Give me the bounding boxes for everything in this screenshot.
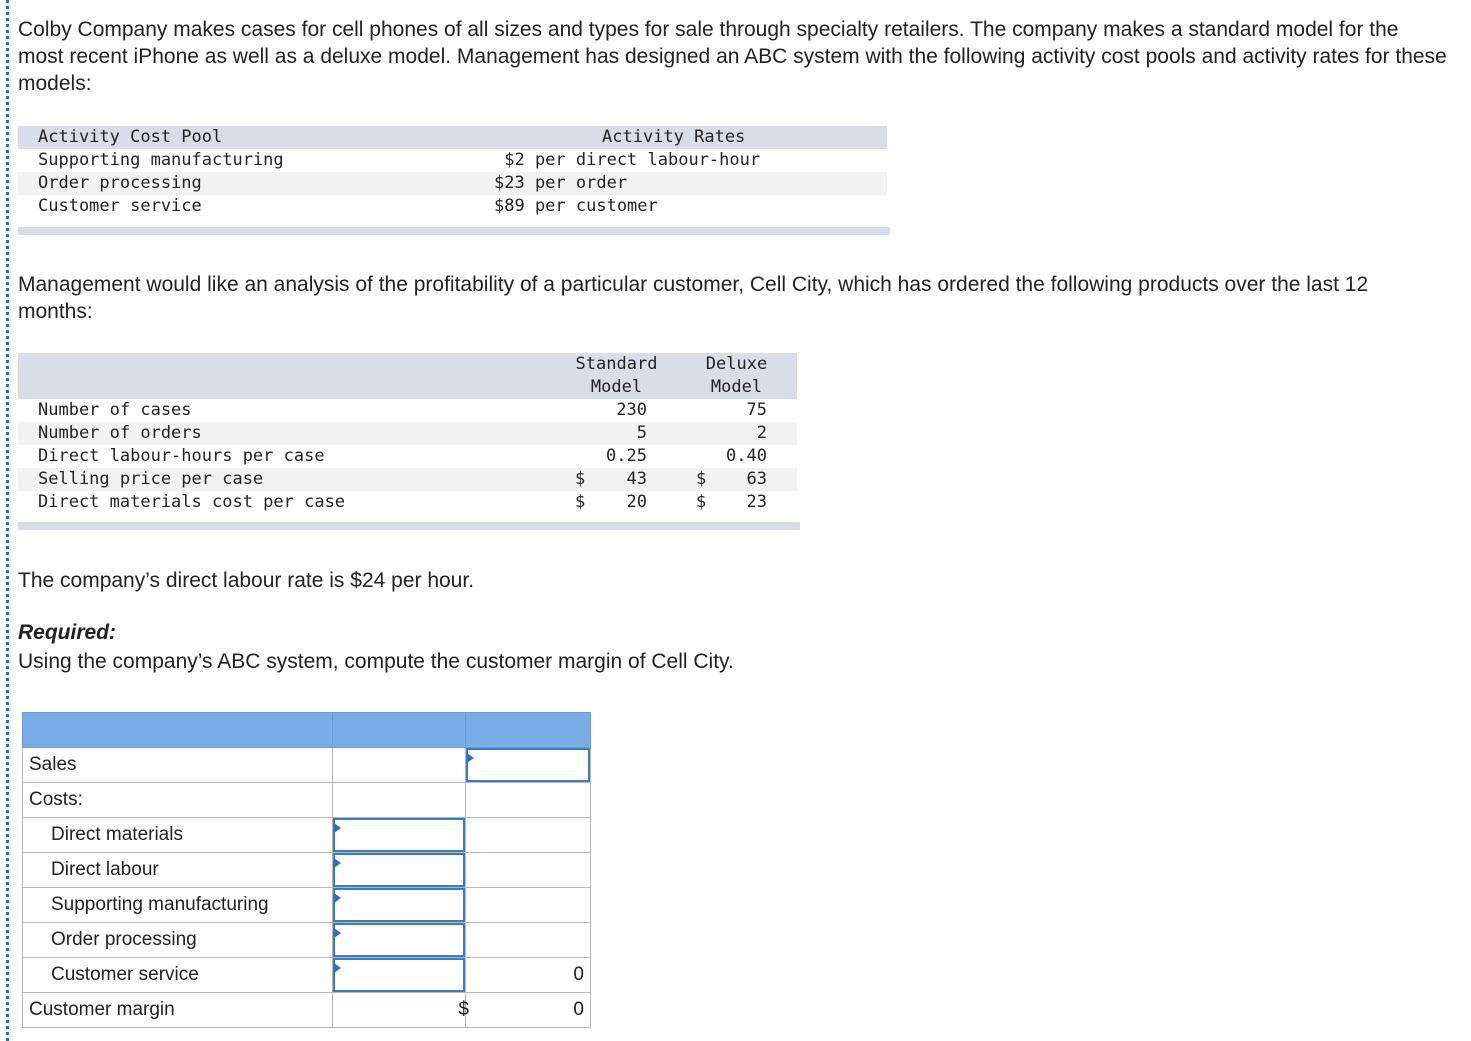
table-row (23, 888, 591, 923)
header-deluxe-line1: Deluxe (705, 354, 768, 374)
empty-cell (466, 888, 591, 923)
customer-service-cell (333, 958, 466, 993)
pool-rate: $89 per customer (494, 196, 658, 216)
direct-materials-label: Direct materials (23, 818, 333, 853)
table-row (23, 958, 591, 993)
header-standard-model (558, 353, 675, 399)
supporting-manufacturing-cell (333, 888, 466, 923)
order-processing-input[interactable] (333, 923, 465, 957)
standard-currency: $ (575, 469, 586, 489)
table-row (23, 923, 591, 958)
header-deluxe-model (678, 353, 795, 399)
table-row (18, 172, 887, 195)
table-row (23, 993, 591, 1028)
table-row (18, 195, 887, 218)
standard-value: 20 (626, 492, 647, 512)
deluxe-value: 63 (746, 469, 767, 489)
empty-cell (333, 748, 466, 783)
order-processing-label: Order processing (23, 923, 333, 958)
left-dotted-rule (6, 0, 9, 1041)
customer-paragraph: Management would like an analysis of the profitability of a particular customer, Cell City, which has ordered the following products over the last 12 months: (18, 273, 1369, 323)
total-costs-value: 0 (573, 964, 584, 985)
header-standard-line1: Standard (575, 354, 658, 374)
header-cell (333, 713, 466, 748)
standard-value: 230 (616, 400, 647, 420)
supporting-manufacturing-label: Supporting manufacturing (23, 888, 333, 923)
margin-value-cell (466, 993, 591, 1028)
table-divider (18, 227, 890, 235)
header-standard-line2: Model (590, 377, 643, 397)
table-row (18, 445, 797, 468)
order-processing-cell (333, 923, 466, 958)
products-table-header (18, 353, 797, 399)
deluxe-value: 23 (746, 492, 767, 512)
products-table (18, 353, 797, 514)
table-row (18, 149, 887, 172)
pool-name: Order processing (38, 173, 202, 193)
empty-cell (466, 818, 591, 853)
customer-service-label: Customer service (23, 958, 333, 993)
deluxe-currency: $ (696, 469, 707, 489)
answer-table-header (23, 713, 591, 748)
pool-rate: $2 per direct labour-hour (494, 150, 761, 170)
pool-rate: $23 per order (494, 173, 628, 193)
direct-materials-input[interactable] (333, 818, 465, 852)
standard-value: 5 (636, 423, 647, 443)
header-activity-cost-pool: Activity Cost Pool (38, 127, 223, 147)
deluxe-value: 0.40 (726, 446, 767, 466)
deluxe-value: 2 (756, 423, 767, 443)
header-activity-rates: Activity Rates (602, 127, 746, 147)
standard-currency: $ (575, 492, 586, 512)
row-label: Selling price per case (38, 469, 264, 489)
supporting-manufacturing-input[interactable] (333, 888, 465, 922)
direct-labour-input[interactable] (333, 853, 465, 887)
table-row (18, 422, 797, 445)
empty-cell (466, 853, 591, 888)
sales-input[interactable] (466, 748, 590, 782)
empty-cell (333, 783, 466, 818)
required-text: Using the company’s ABC system, compute the customer margin of Cell City. (18, 650, 734, 673)
activity-table-header (18, 126, 887, 149)
row-label: Number of orders (38, 423, 202, 443)
table-row (23, 783, 591, 818)
direct-labour-cell (333, 853, 466, 888)
table-row (18, 491, 797, 514)
intro-paragraph: Colby Company makes cases for cell phones of all sizes and types for sale through specialty retailers. The company makes a standard model for the most recent iPhone as well as a deluxe model. Management has designed an ABC system with the following activity cost pools and activity rates for these models: (18, 18, 1447, 95)
total-costs-cell (466, 958, 591, 993)
standard-value: 43 (626, 469, 647, 489)
margin-currency: $ (458, 999, 469, 1020)
pool-name: Supporting manufacturing (38, 150, 284, 170)
table-row (18, 468, 797, 491)
empty-cell (466, 923, 591, 958)
customer-service-input[interactable] (333, 958, 465, 992)
row-label: Number of cases (38, 400, 192, 420)
customer-margin-label: Customer margin (23, 993, 333, 1028)
deluxe-currency: $ (696, 492, 707, 512)
table-row (23, 818, 591, 853)
costs-label: Costs: (23, 783, 333, 818)
header-cell (23, 713, 333, 748)
row-label: Direct materials cost per case (38, 492, 346, 512)
customer-margin-answer-table (22, 712, 591, 1028)
direct-labour-label: Direct labour (23, 853, 333, 888)
labour-rate-paragraph: The company’s direct labour rate is $24 per hour. (18, 569, 475, 592)
table-row (23, 748, 591, 783)
sales-cell (466, 748, 591, 783)
row-label: Direct labour-hours per case (38, 446, 325, 466)
required-label: Required: (18, 621, 117, 644)
direct-materials-cell (333, 818, 466, 853)
margin-currency-cell (333, 993, 469, 1028)
header-cell (466, 713, 591, 748)
pool-name: Customer service (38, 196, 202, 216)
activity-rates-table (18, 126, 887, 218)
margin-value: 0 (573, 999, 584, 1020)
standard-value: 0.25 (606, 446, 647, 466)
deluxe-value: 75 (746, 400, 767, 420)
header-deluxe-line2: Model (710, 377, 763, 397)
table-row (18, 399, 797, 422)
sales-label: Sales (23, 748, 333, 783)
empty-cell (466, 783, 591, 818)
table-divider (18, 522, 800, 530)
table-row (23, 853, 591, 888)
